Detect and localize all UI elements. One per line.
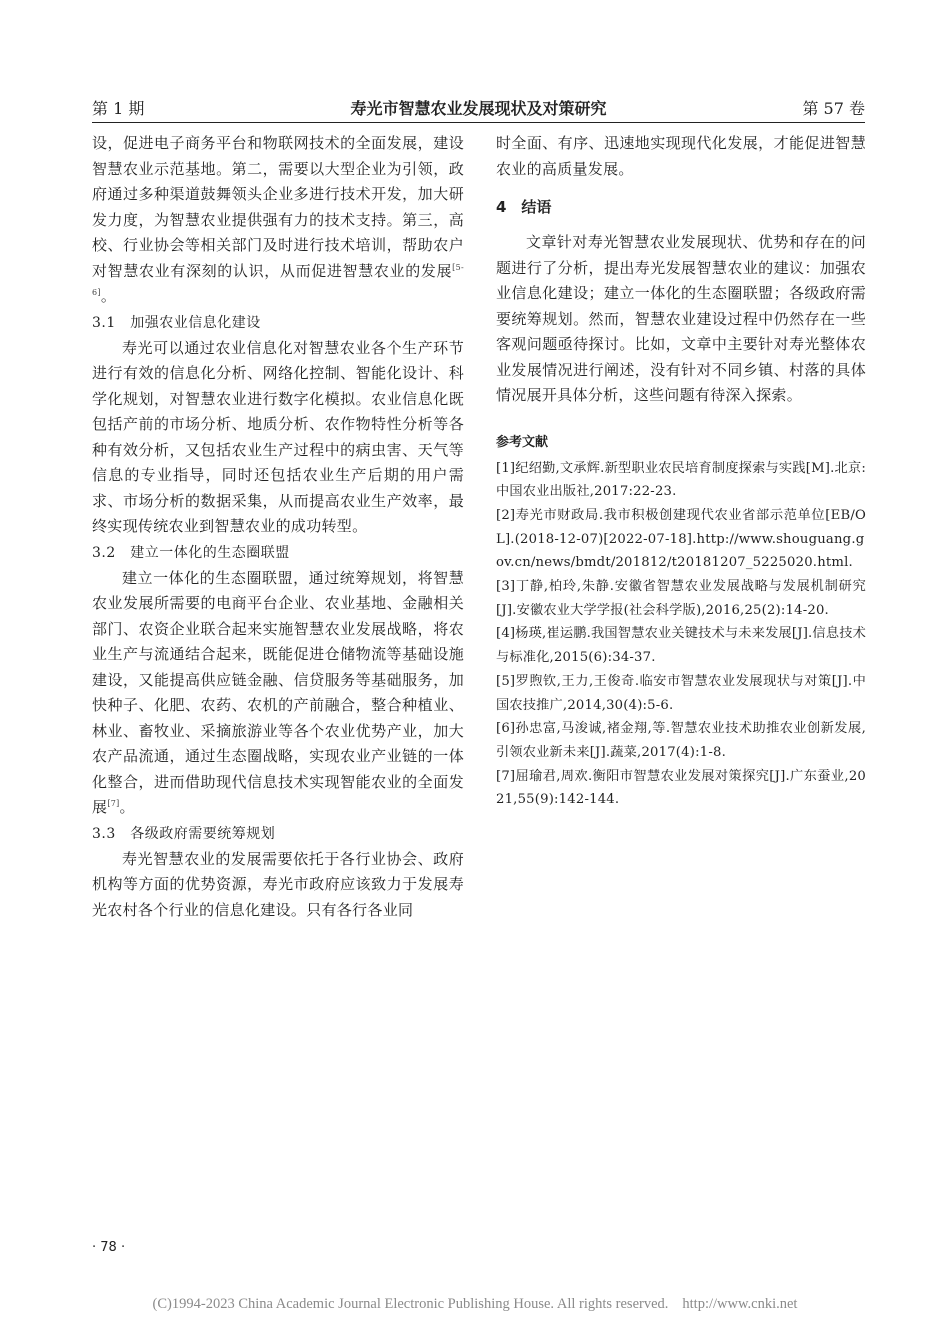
reference-item: [5]罗煦钦,王力,王俊奇.临安市智慧农业发展现状与对策[J].中国农技推广,2014,30(4):5-6. xyxy=(496,673,866,713)
section-3-1-paragraph: 寿光可以通过农业信息化对智慧农业各个生产环节进行有效的信息化分析、网络化控制、智能化设计、科学化规划，对智慧农业进行数字化模拟。农业信息化既包括产前的市场分析、地质分析、农作物特性分析等各种有效分析，又包括农业生产过程中的病虫害、天气等信息的专业指导，同时还包括农业生产后期的用户需求、市场分析的数据采集，从而提高农业生产效率，最终实现传统农业到智慧农业的成功转型。 xyxy=(92,338,464,535)
right-column xyxy=(496,131,866,812)
intro-paragraph: 设，促进电子商务平台和物联网技术的全面发展，建设智慧农业示范基地。第二，需要以大型企业为引领，政府通过多种渠道鼓舞领头企业多进行技术开发，加大研发力度，为智慧农业提供强有力的技术支持。第三，高校、行业协会等相关部门及时进行技术培训，帮助农户对智慧农业有深刻的认识，从而促进智慧农业的发展[5-6]。 xyxy=(92,134,464,305)
reference-item: [3]丁静,柏玲,朱静.安徽省智慧农业发展战略与发展机制研究[J].安徽农业大学学报(社会科学版),2016,25(2):14-20. xyxy=(496,579,866,618)
left-column xyxy=(92,131,464,923)
conclusion-paragraph: 文章针对寿光智慧农业发展现状、优势和存在的问题进行了分析，提出寿光发展智慧农业的建议：加强农业信息化建设；建立一体化的生态圈联盟；各级政府需要统筹规划。然而，智慧农业建设过程中仍然存在一些客观问题亟待探讨。比如，文章中主要针对寿光整体农业发展情况进行阐述，没有针对不同乡镇、村落的具体情况展开具体分析，这些问题有待深入探索。 xyxy=(496,233,866,404)
citation[interactable]: [5-6] xyxy=(92,262,464,297)
article-title: 寿光市智慧农业发展现状及对策研究 xyxy=(350,99,607,118)
references-heading: 参考文献 xyxy=(496,434,549,450)
section-3-3-heading: 3.3 各级政府需要统筹规划 xyxy=(92,825,276,842)
volume-label: 第 57 卷 xyxy=(802,99,865,118)
page-number: · 78 · xyxy=(92,1240,126,1255)
issue-label: 第 1 期 xyxy=(92,99,145,118)
continued-paragraph: 时全面、有序、迅速地实现现代化发展，才能促进智慧农业的高质量发展。 xyxy=(496,134,866,178)
citation[interactable]: [7] xyxy=(107,799,120,808)
reference-item: [2]寿光市财政局.我市积极创建现代农业省部示范单位[EB/OL].(2018-12-07)[2022-07-18].http://www.shouguang.gov.cn/news/bmdt/201812/t20181207_5225020.html. xyxy=(496,507,866,571)
cnki-link[interactable]: http://www.cnki.net xyxy=(682,1296,798,1312)
reference-item: [7]屈瑜君,周欢.衡阳市智慧农业发展对策探究[J].广东蚕业,2021,55(9):142-144. xyxy=(496,768,866,808)
reference-list xyxy=(496,457,866,813)
section-3-3-paragraph: 寿光智慧农业的发展需要依托于各行业协会、政府机构等方面的优势资源，寿光市政府应该致力于发展寿光农村各个行业的信息化建设。只有各行各业同 xyxy=(92,849,464,919)
section-3-1-heading: 3.1 加强农业信息化建设 xyxy=(92,314,261,331)
reference-item: [6]孙忠富,马浚诚,褚金翔,等.智慧农业技术助推农业创新发展,引领农业新未来[J].蔬菜,2017(4):1-8. xyxy=(496,721,866,760)
reference-item: [1]纪绍勤,文承辉.新型职业农民培育制度探索与实践[M].北京:中国农业出版社,2017:22-23. xyxy=(496,460,866,500)
running-header xyxy=(92,96,865,123)
section-4-heading: 4 结语 xyxy=(496,198,552,216)
copyright-text: (C)1994-2023 China Academic Journal Electronic Publishing House. All rights reserved. xyxy=(152,1296,669,1312)
reference-item: [4]杨瑛,崔运鹏.我国智慧农业关键技术与未来发展[J].信息技术与标准化,2015(6):34-37. xyxy=(496,626,866,666)
section-3-2-heading: 3.2 建立一体化的生态圈联盟 xyxy=(92,544,290,561)
copyright-footer xyxy=(0,1296,950,1313)
section-3-2-paragraph: 建立一体化的生态圈联盟，通过统筹规划，将智慧农业发展所需要的电商平台企业、农业基地、金融相关部门、农资企业联合起来实施智慧农业发展战略，将农业生产与流通结合起来，既能促进仓储物流等基础设施建设，又能提高供应链金融、信贷服务等基础服务，加快种子、化肥、农药、农机的产前融合，整合种植业、林业、畜牧业、采摘旅游业等各个农业优势产业，加大农产品流通，通过生态圈战略，实现农业产业链的一体化整合，进而借助现代信息技术实现智能农业的全面发展[7]。 xyxy=(92,568,464,816)
